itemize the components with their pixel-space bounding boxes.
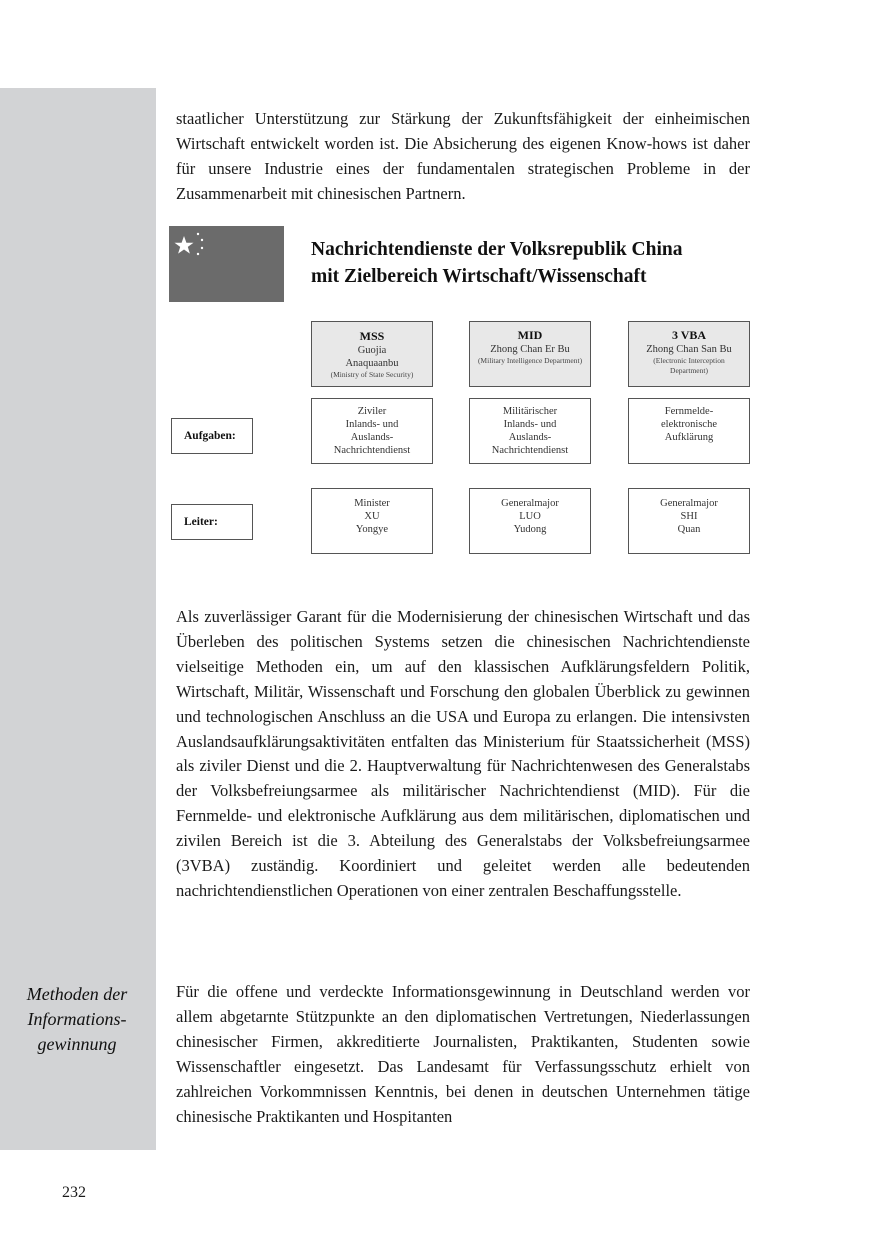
service-abbr: MID (517, 328, 543, 342)
page-number: 232 (62, 1184, 86, 1201)
flag-stars-icon (169, 226, 284, 302)
leader-line: Minister (354, 498, 390, 509)
service-name: Zhong Chan Er Bu (490, 344, 570, 355)
paragraph-bottom: Für die offene und verdeckte Informationsgewinnung in Deutschland werden vor allem abgetarnte Stützpunkte an den diplomatischen Vertretungen, Niederlassungen chinesischer Firmen, akkreditierte Journalisten, Praktikanten, Studenten sowie Wissenschaftler eingesetzt. Das Landesamt für Verfassungsschutz erhielt von zahlreichen Vorkommnissen Kenntnis, bei denen in deutschen Unternehmen tätige chinesische Praktikanten und Hospitanten (176, 982, 750, 1126)
task-line: Fernmelde- (664, 406, 714, 417)
task-line: Auslands- (508, 432, 552, 443)
service-name: Guojia (357, 344, 387, 356)
figure-title-line1: Nachrichtendienste der Volksrepublik China (311, 239, 683, 260)
figure-title (311, 236, 771, 290)
leader-line: Quan (677, 524, 701, 535)
task-box-mid (469, 398, 591, 464)
service-header-3vba (628, 321, 750, 387)
task-line: elektronische (661, 419, 717, 430)
paragraph-middle: Als zuverlässiger Garant für die Modernisierung der chinesischen Wirtschaft und das Überleben des politischen Systems setzen die chinesischen Nachrichtendienste vielseitige Methoden ein, um auf den klassischen Aufklärungsfeldern Politik, Wirtschaft, Militär, Wissenschaft und Forschung den globalen Überblick zu gewinnen und technologischen Anschluss an die USA und Europa zu erlangen. Die intensivsten Auslandsaufklärungsaktivitäten entfalten das Ministerium für Staatssicherheit (MSS) als ziviler Dienst und die 2. Hauptverwaltung für Nachrichtenwesen des Generalstabs der Volksbefreiungsarmee als militärischer Nachrichtendienst (MID). Für die Fernmelde- und elektronische Aufklärung aus dem militärischen, diplomatischen und zivilen Bereich ist die 3. Abteilung des Generalstabs der Volksbefreiungsarmee (3VBA) zuständig. Koordiniert und geleitet werden alle bedeutenden nachrichtendienstlichen Operationen von einer zentralen Beschaffungsstelle. (176, 607, 750, 900)
task-line: Inlands- und (345, 419, 399, 430)
leader-line: Generalmajor (501, 498, 559, 509)
row-label-leader: Leiter: (171, 504, 253, 540)
leader-line: Generalmajor (660, 498, 718, 509)
leader-box-3vba (628, 488, 750, 554)
task-line: Nachrichtendienst (491, 445, 569, 456)
task-line: Ziviler (357, 406, 387, 417)
margin-note-line: gewinnung (37, 1034, 117, 1054)
service-name: Anaquaanbu (345, 357, 399, 369)
service-abbr: 3 VBA (671, 328, 707, 342)
service-english: (Ministry of State Security) (330, 369, 414, 379)
task-box-mss (311, 398, 433, 464)
margin-note-line: Informations- (27, 1009, 127, 1029)
service-abbr: MSS (359, 328, 385, 343)
service-header-mid (469, 321, 591, 387)
task-box-3vba (628, 398, 750, 464)
leader-box-mss (311, 488, 433, 554)
service-name: Zhong Chan San Bu (646, 344, 732, 355)
task-line: Militärischer (502, 406, 558, 417)
service-header-mss (311, 321, 433, 387)
leader-line: Yudong (513, 524, 547, 535)
leader-line: SHI (680, 511, 698, 522)
figure-title-line2: mit Zielbereich Wirtschaft/Wissenschaft (311, 266, 647, 287)
leader-line: LUO (519, 511, 541, 522)
task-line: Inlands- und (503, 419, 557, 430)
paragraph-top: staatlicher Unterstützung zur Stärkung der Zukunftsfähigkeit der einheimischen Wirtschaft entwickelt worden ist. Die Absicherung des eigenen Know-hows ist daher für unsere Industrie eines der fundamentalen strategischen Probleme in der Zusammenarbeit mit chinesischen Partnern. (176, 109, 750, 203)
service-english: (Electronic Interception Department) (653, 356, 725, 375)
china-flag (169, 226, 284, 302)
task-line: Aufklärung (664, 432, 714, 443)
task-line: Auslands- (350, 432, 394, 443)
margin-note-line: Methoden der (26, 984, 128, 1004)
leader-line: XU (364, 511, 380, 522)
row-label-tasks: Aufgaben: (171, 418, 253, 454)
leader-line: Yongye (355, 524, 389, 535)
leader-box-mid (469, 488, 591, 554)
service-english: (Military Intelligence Department) (477, 356, 583, 365)
margin-note (6, 982, 148, 1057)
task-line: Nachrichtendienst (333, 445, 411, 456)
